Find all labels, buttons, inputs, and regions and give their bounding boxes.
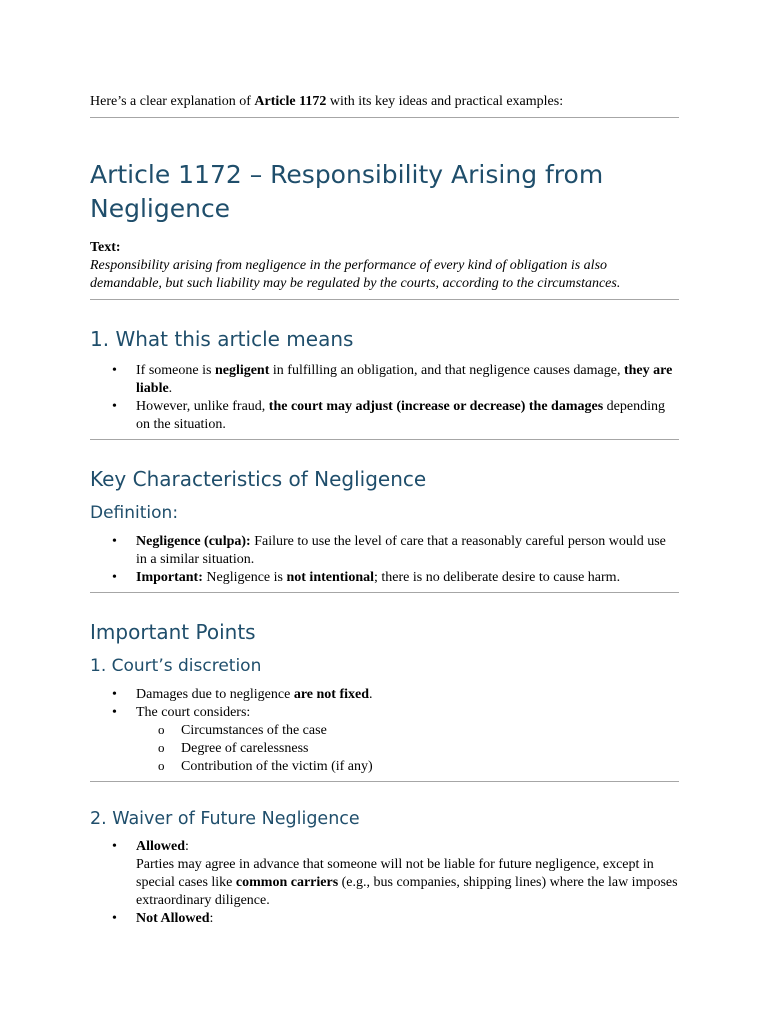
not-allowed-colon: : [209, 911, 214, 926]
list-item-bold: not intentional [286, 570, 374, 585]
subheading-courts-discretion: 1. Court’s discretion [90, 656, 262, 676]
sub-list-item: o Circumstances of the case [136, 722, 679, 740]
list-item-text: . [168, 381, 173, 396]
list-item-text: The court considers: [136, 705, 251, 720]
section-heading-waiver: 2. Waiver of Future Negligence [90, 809, 360, 829]
bullet-list [90, 362, 679, 439]
list-item [90, 398, 679, 434]
bullet-list [90, 686, 679, 781]
divider [90, 592, 679, 593]
list-item-text: Parties may agree in advance that someone will not be liable for future negligence, except in special cases like [136, 857, 654, 890]
not-allowed-label: Not Allowed [136, 911, 210, 926]
text-label: Text: [90, 240, 121, 255]
list-item [90, 362, 679, 398]
list-item-text: Damages due to negligence [136, 687, 294, 702]
list-item-text: Negligence is [202, 570, 287, 585]
allowed-colon: : [185, 839, 189, 854]
list-item-bold: common carriers [235, 875, 339, 890]
article-title: Article 1172 – Responsibility Arising from Negligence [90, 160, 604, 223]
list-item [90, 533, 679, 569]
document-content [90, 93, 679, 933]
sub-list-item: o Contribution of the victim (if any) [136, 758, 679, 776]
list-item-text: ; there is no deliberate desire to cause harm. [374, 570, 621, 585]
sub-list-item: o Degree of carelessness [136, 740, 679, 758]
allowed-label: Allowed [136, 839, 185, 854]
section-heading-important-points: Important Points [90, 620, 256, 644]
list-item [90, 838, 679, 910]
divider [90, 299, 679, 300]
section-heading-characteristics: Key Characteristics of Negligence [90, 467, 427, 491]
intro-article-ref: Article 1172 [254, 94, 327, 109]
list-item [90, 569, 679, 587]
list-item-bold: the court may adjust (increase or decrease) the damages [268, 399, 604, 414]
divider [90, 781, 679, 782]
list-item-text: depending on the situation. [136, 399, 665, 432]
list-item-bold: they are liable [136, 363, 673, 396]
divider [90, 117, 679, 118]
section-heading-meaning: 1. What this article means [90, 327, 354, 351]
intro-line [90, 93, 679, 117]
intro-text: Here’s a clear explanation of [90, 94, 255, 109]
list-item-text: However, unlike fraud, [136, 399, 269, 414]
bullet-list [90, 533, 679, 592]
allowed-description [136, 856, 679, 910]
list-item-text: in fulfilling an obligation, and that negligence causes damage, [269, 363, 624, 378]
divider [90, 439, 679, 440]
bullet-list [90, 838, 679, 933]
list-item-bold: Important: [136, 570, 203, 585]
list-item-text: If someone is [136, 363, 215, 378]
intro-text-end: with its key ideas and practical examples: [326, 94, 564, 109]
list-item-text: . [369, 687, 373, 702]
list-item [90, 704, 679, 776]
subheading-definition: Definition: [90, 503, 179, 523]
list-item-bold: Negligence (culpa): [136, 534, 251, 549]
list-item [90, 910, 679, 928]
list-item-text: (e.g., bus companies, shipping lines) where the law imposes extraordinary diligence. [136, 875, 678, 908]
sub-list [136, 722, 679, 776]
list-item-text: Failure to use the level of care that a reasonably careful person would use in a similar situation. [136, 534, 666, 567]
list-item-bold: negligent [214, 363, 270, 378]
article-quote: Responsibility arising from negligence in the performance of every kind of obligation is also demandable, but such liability may be regulated by the courts, according to the circumstances. [90, 258, 621, 291]
list-item-bold: are not fixed [293, 687, 370, 702]
list-item [90, 686, 679, 704]
